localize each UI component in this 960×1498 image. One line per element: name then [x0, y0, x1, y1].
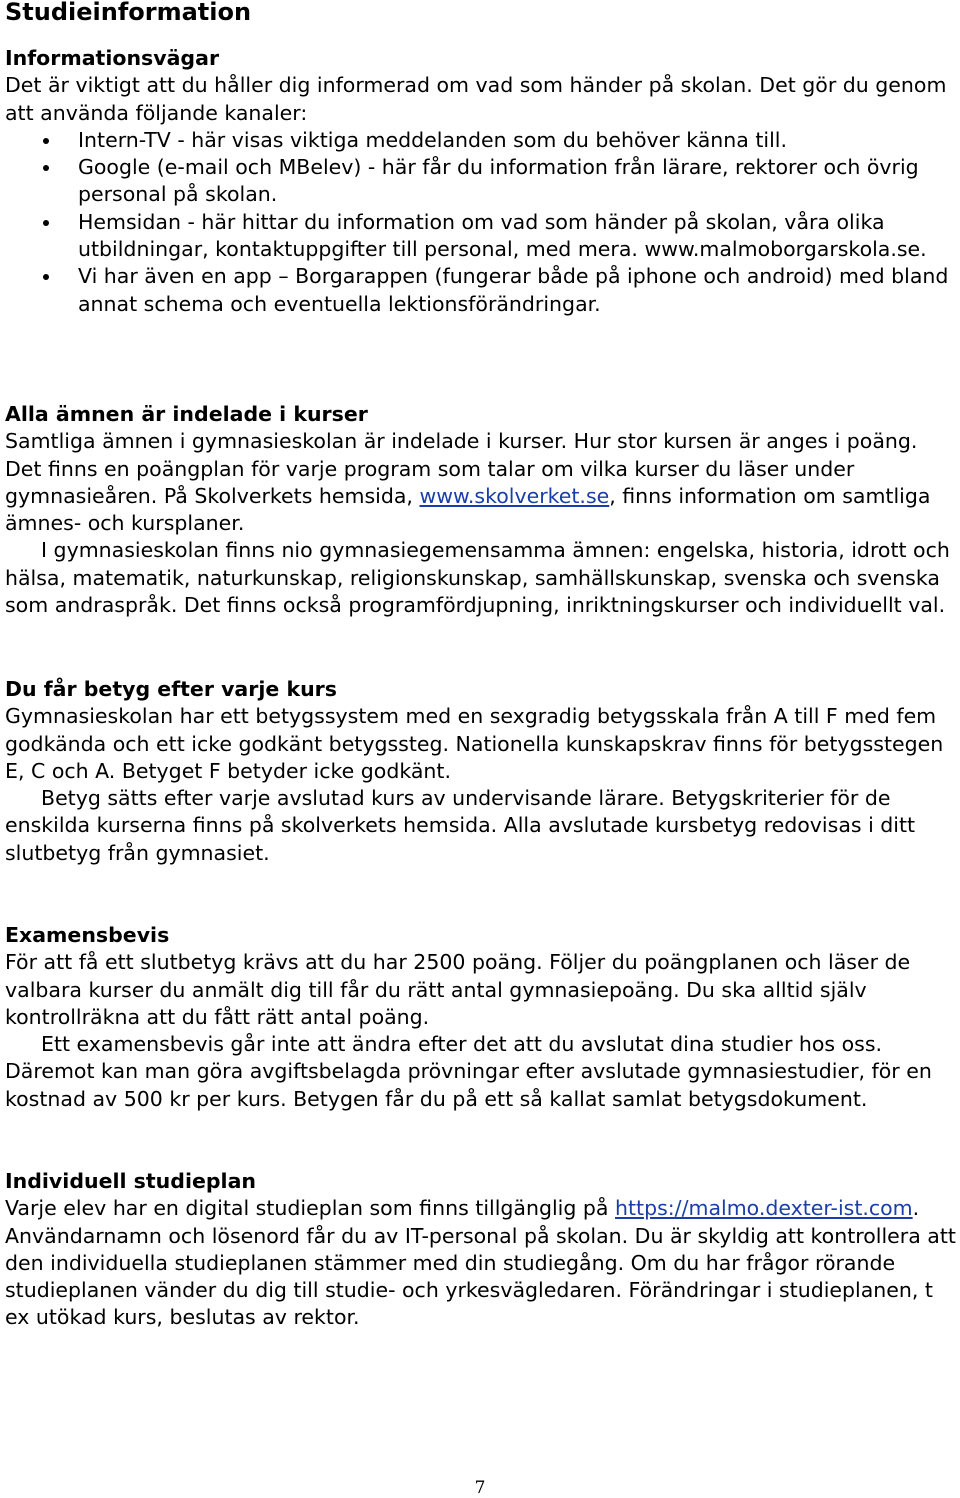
- paragraph: [5, 428, 960, 537]
- section-studieplan: [5, 1168, 960, 1332]
- paragraph: För att få ett slutbetyg krävs att du har 2500 poäng. Följer du poängplanen och läser de valbara kurser du anmält dig till får du rätt antal gymnasiepoäng. Du ska alltid själv kontrollräkna att du fått rätt antal poäng.: [5, 950, 911, 1029]
- section-heading: Du får betyg efter varje kurs: [5, 677, 337, 701]
- bullet-icon: [43, 220, 49, 226]
- section-heading: Individuell studieplan: [5, 1169, 257, 1193]
- section-examensbevis: [5, 922, 960, 1113]
- skolverket-link[interactable]: www.skolverket.se: [419, 483, 610, 508]
- channel-list: [5, 127, 960, 318]
- list-item-text: Hemsidan - här hittar du information om vad som händer på skolan, våra olika utbildningar, kontaktuppgifter till personal, med mera. www.malmoborgarskola.se.: [78, 209, 927, 262]
- section-betyg: [5, 676, 960, 867]
- dexter-link[interactable]: https://malmo.dexter-ist.com: [615, 1196, 913, 1221]
- section-heading: Alla ämnen är indelade i kurser: [5, 402, 368, 426]
- paragraph: Ett examensbevis går inte att ändra efter det att du avslutat dina studier hos oss. Däremot kan man göra avgiftsbelagda prövningar efter avslutade gymnasiestudier, för en kostnad av 500 kr per kurs. Betygen får du på ett så kallat samlat betygsdokument.: [5, 1032, 932, 1111]
- page-title: Studieinformation: [5, 0, 252, 26]
- bullet-icon: [43, 165, 49, 171]
- section-kurser: [5, 401, 960, 619]
- paragraph: Betyg sätts efter varje avslutad kurs av undervisande lärare. Betygskriterier för de enskilda kurserna finns på skolverkets hemsida. Alla avslutade kursbetyg redovisas i ditt slutbetyg från gymnasiet.: [5, 786, 916, 865]
- paragraph-text: , finns information om samtliga ämnes- och kursplaner.: [5, 483, 931, 536]
- bullet-icon: [43, 274, 49, 280]
- list-item-text: Google (e-mail och MBelev) - här får du information från lärare, rektorer och övrig personal på skolan.: [78, 155, 919, 207]
- section-informationsvagar: [5, 45, 960, 318]
- list-item: [5, 209, 960, 264]
- list-item: [5, 154, 960, 209]
- page-number: 7: [474, 1478, 486, 1498]
- list-item: [5, 263, 960, 318]
- paragraph: I gymnasieskolan finns nio gymnasiegemensamma ämnen: engelska, historia, idrott och hälsa, matematik, naturkunskap, religionskunskap, samhällskunskap, svenska och svenska som andraspråk. Det finns också programfördjupning, inriktningskurser och individuellt val.: [5, 538, 950, 618]
- paragraph-text: Varje elev har en digital studieplan som finns tillgänglig på: [5, 1196, 615, 1221]
- list-item-text: Vi har även en app – Borgarappen (fungerar både på iphone och android) med bland annat schema och eventuella lektionsförändringar.: [78, 264, 949, 316]
- paragraph-text: . Användarnamn och lösenord får du av IT-personal på skolan. Du är skyldig att kontrollera att den individuella studieplanen stämmer med din studiegång. Om du har frågor rörande studieplanen vänder du dig till studie- och yrkesvägledaren. Förändringar i studieplanen, t ex utökad kurs, beslutas av rektor.: [5, 1196, 956, 1330]
- paragraph: Gymnasieskolan har ett betygssystem med en sexgradig betygsskala från A till F med fem godkända och ett icke godkänt betygssteg. Nationella kunskapskrav finns för betygsstegen E, C och A. Betyget F betyder icke godkänt.: [5, 704, 944, 783]
- bullet-icon: [43, 138, 49, 144]
- paragraph: [5, 1195, 960, 1331]
- paragraph: Det är viktigt att du håller dig informerad om vad som händer på skolan. Det gör du genom att använda följande kanaler:: [5, 73, 947, 125]
- list-item-text: Intern-TV - här visas viktiga meddelanden som du behöver känna till.: [78, 127, 787, 152]
- paragraph-text: Samtliga ämnen i gymnasieskolan är indelade i kurser. Hur stor kursen är anges i poäng. Det finns en poängplan för varje program som talar om vilka kurser du läser under gymnasieåren. På Skolverkets hemsida,: [5, 429, 918, 508]
- section-heading: Examensbevis: [5, 923, 170, 947]
- list-item: [5, 127, 960, 154]
- section-heading: Informationsvägar: [5, 46, 220, 70]
